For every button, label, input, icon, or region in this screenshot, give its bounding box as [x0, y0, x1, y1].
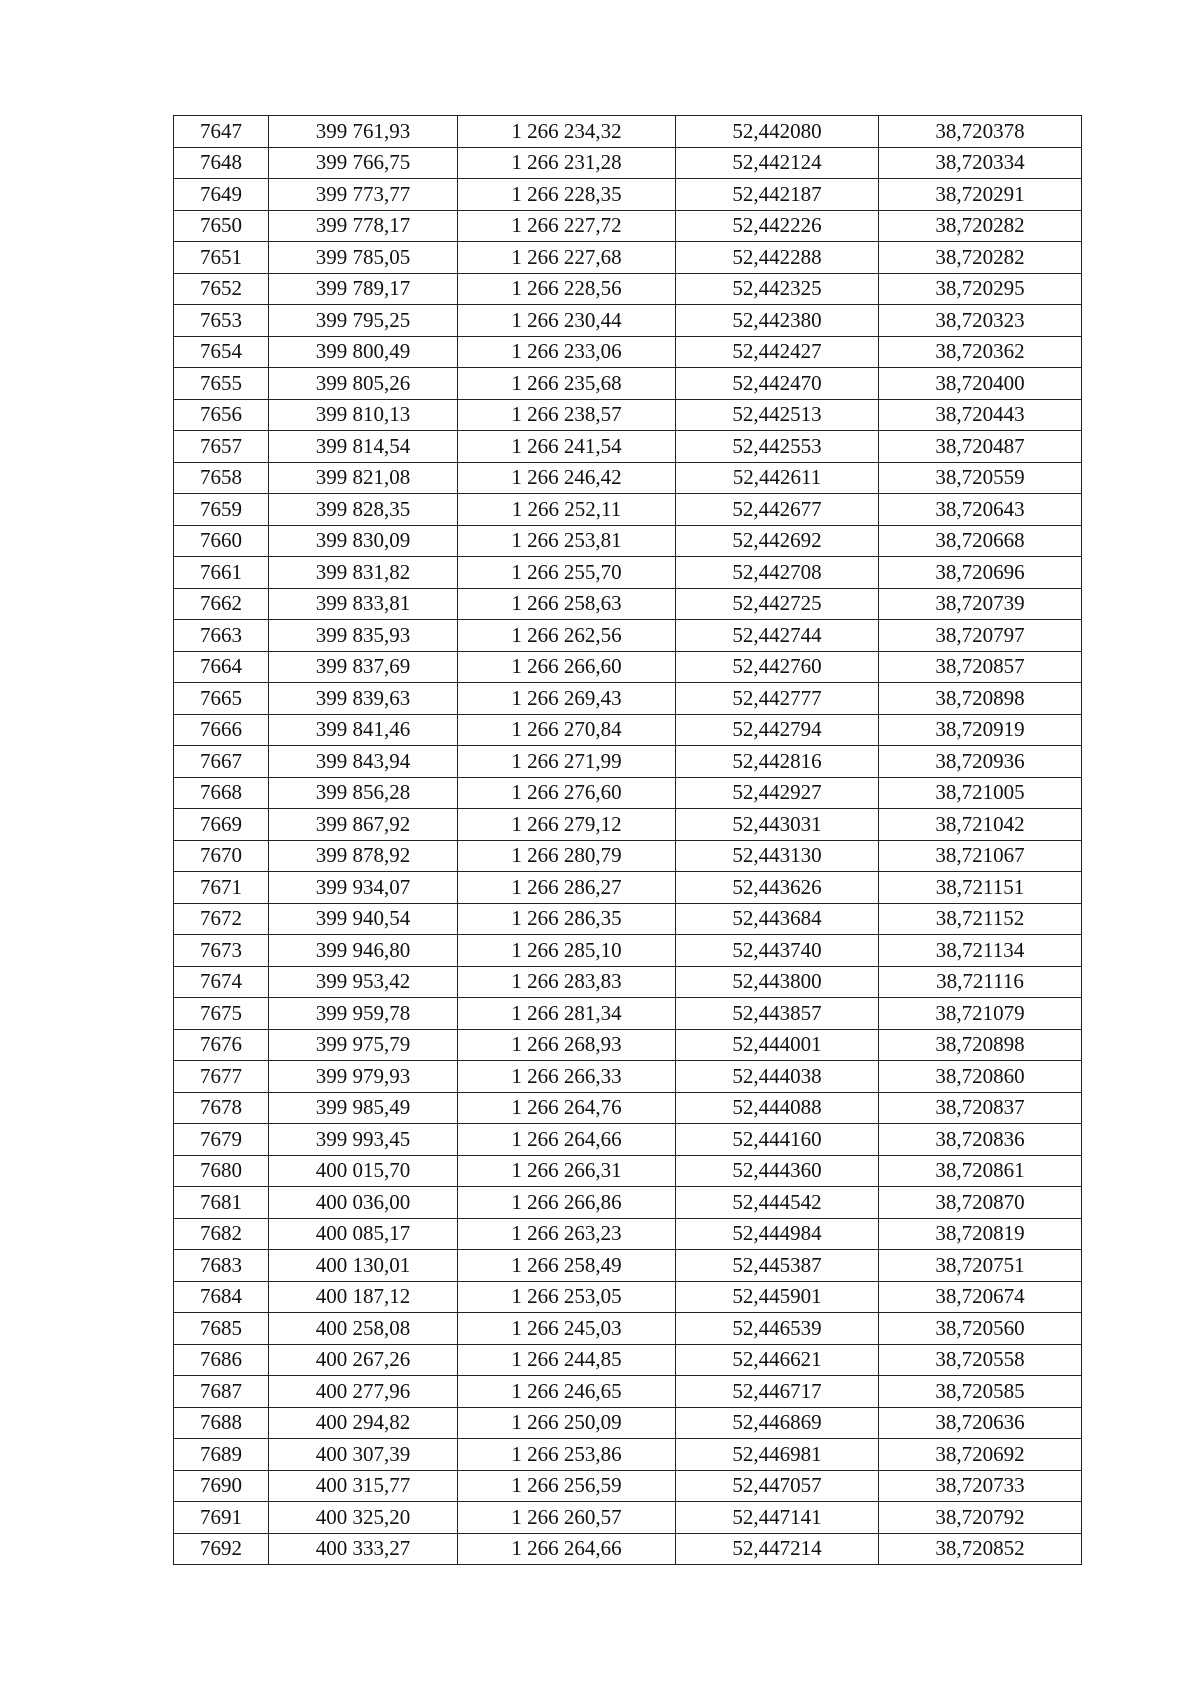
longitude-cell: 38,720936 [879, 746, 1082, 778]
x-coordinate-cell: 399 837,69 [269, 651, 458, 683]
y-coordinate-cell: 1 266 252,11 [458, 494, 676, 526]
y-coordinate-cell: 1 266 266,33 [458, 1061, 676, 1093]
x-coordinate-cell: 399 795,25 [269, 305, 458, 337]
latitude-cell: 52,442744 [676, 620, 879, 652]
point-number-cell: 7663 [174, 620, 269, 652]
longitude-cell: 38,720282 [879, 210, 1082, 242]
table-row [174, 179, 1082, 211]
x-coordinate-cell: 400 294,82 [269, 1407, 458, 1439]
y-coordinate-cell: 1 266 233,06 [458, 336, 676, 368]
point-number-cell: 7681 [174, 1187, 269, 1219]
latitude-cell: 52,443031 [676, 809, 879, 841]
x-coordinate-cell: 399 828,35 [269, 494, 458, 526]
point-number-cell: 7652 [174, 273, 269, 305]
x-coordinate-cell: 399 831,82 [269, 557, 458, 589]
table-row [174, 1061, 1082, 1093]
point-number-cell: 7685 [174, 1313, 269, 1345]
point-number-cell: 7676 [174, 1029, 269, 1061]
point-number-cell: 7665 [174, 683, 269, 715]
table-row [174, 998, 1082, 1030]
point-number-cell: 7692 [174, 1533, 269, 1565]
point-number-cell: 7661 [174, 557, 269, 589]
y-coordinate-cell: 1 266 253,86 [458, 1439, 676, 1471]
point-number-cell: 7657 [174, 431, 269, 463]
latitude-cell: 52,446869 [676, 1407, 879, 1439]
point-number-cell: 7662 [174, 588, 269, 620]
x-coordinate-cell: 400 315,77 [269, 1470, 458, 1502]
longitude-cell: 38,720378 [879, 116, 1082, 148]
longitude-cell: 38,721116 [879, 966, 1082, 998]
x-coordinate-cell: 399 940,54 [269, 903, 458, 935]
latitude-cell: 52,442187 [676, 179, 879, 211]
table-row [174, 462, 1082, 494]
x-coordinate-cell: 400 015,70 [269, 1155, 458, 1187]
longitude-cell: 38,721134 [879, 935, 1082, 967]
table-row [174, 494, 1082, 526]
y-coordinate-cell: 1 266 271,99 [458, 746, 676, 778]
point-number-cell: 7677 [174, 1061, 269, 1093]
table-row [174, 840, 1082, 872]
point-number-cell: 7668 [174, 777, 269, 809]
table-row [174, 1155, 1082, 1187]
x-coordinate-cell: 399 773,77 [269, 179, 458, 211]
latitude-cell: 52,445387 [676, 1250, 879, 1282]
x-coordinate-cell: 399 867,92 [269, 809, 458, 841]
longitude-cell: 38,720837 [879, 1092, 1082, 1124]
table-row [174, 1407, 1082, 1439]
x-coordinate-cell: 399 975,79 [269, 1029, 458, 1061]
y-coordinate-cell: 1 266 227,72 [458, 210, 676, 242]
point-number-cell: 7683 [174, 1250, 269, 1282]
point-number-cell: 7656 [174, 399, 269, 431]
longitude-cell: 38,720487 [879, 431, 1082, 463]
y-coordinate-cell: 1 266 281,34 [458, 998, 676, 1030]
latitude-cell: 52,446621 [676, 1344, 879, 1376]
longitude-cell: 38,720860 [879, 1061, 1082, 1093]
longitude-cell: 38,720733 [879, 1470, 1082, 1502]
x-coordinate-cell: 399 843,94 [269, 746, 458, 778]
y-coordinate-cell: 1 266 253,05 [458, 1281, 676, 1313]
longitude-cell: 38,720668 [879, 525, 1082, 557]
latitude-cell: 52,446717 [676, 1376, 879, 1408]
y-coordinate-cell: 1 266 286,27 [458, 872, 676, 904]
point-number-cell: 7651 [174, 242, 269, 274]
y-coordinate-cell: 1 266 279,12 [458, 809, 676, 841]
table-row [174, 809, 1082, 841]
longitude-cell: 38,720295 [879, 273, 1082, 305]
longitude-cell: 38,720692 [879, 1439, 1082, 1471]
y-coordinate-cell: 1 266 269,43 [458, 683, 676, 715]
point-number-cell: 7659 [174, 494, 269, 526]
latitude-cell: 52,444984 [676, 1218, 879, 1250]
x-coordinate-cell: 399 959,78 [269, 998, 458, 1030]
latitude-cell: 52,443684 [676, 903, 879, 935]
y-coordinate-cell: 1 266 286,35 [458, 903, 676, 935]
coordinates-table [173, 115, 1082, 1565]
y-coordinate-cell: 1 266 227,68 [458, 242, 676, 274]
x-coordinate-cell: 400 130,01 [269, 1250, 458, 1282]
longitude-cell: 38,721067 [879, 840, 1082, 872]
table-row [174, 1250, 1082, 1282]
latitude-cell: 52,442080 [676, 116, 879, 148]
x-coordinate-cell: 400 085,17 [269, 1218, 458, 1250]
longitude-cell: 38,720334 [879, 147, 1082, 179]
y-coordinate-cell: 1 266 246,42 [458, 462, 676, 494]
point-number-cell: 7672 [174, 903, 269, 935]
latitude-cell: 52,443857 [676, 998, 879, 1030]
latitude-cell: 52,442927 [676, 777, 879, 809]
table-row [174, 1281, 1082, 1313]
x-coordinate-cell: 400 325,20 [269, 1502, 458, 1534]
longitude-cell: 38,720751 [879, 1250, 1082, 1282]
table-row [174, 1533, 1082, 1565]
x-coordinate-cell: 399 835,93 [269, 620, 458, 652]
latitude-cell: 52,442325 [676, 273, 879, 305]
point-number-cell: 7686 [174, 1344, 269, 1376]
y-coordinate-cell: 1 266 258,63 [458, 588, 676, 620]
latitude-cell: 52,446981 [676, 1439, 879, 1471]
x-coordinate-cell: 400 307,39 [269, 1439, 458, 1471]
y-coordinate-cell: 1 266 244,85 [458, 1344, 676, 1376]
point-number-cell: 7660 [174, 525, 269, 557]
table-row [174, 1470, 1082, 1502]
longitude-cell: 38,720836 [879, 1124, 1082, 1156]
y-coordinate-cell: 1 266 266,31 [458, 1155, 676, 1187]
longitude-cell: 38,720400 [879, 368, 1082, 400]
latitude-cell: 52,442553 [676, 431, 879, 463]
x-coordinate-cell: 399 766,75 [269, 147, 458, 179]
latitude-cell: 52,442760 [676, 651, 879, 683]
table-row [174, 557, 1082, 589]
longitude-cell: 38,720323 [879, 305, 1082, 337]
table-row [174, 903, 1082, 935]
x-coordinate-cell: 399 778,17 [269, 210, 458, 242]
table-row [174, 651, 1082, 683]
latitude-cell: 52,447214 [676, 1533, 879, 1565]
table-row [174, 1439, 1082, 1471]
x-coordinate-cell: 399 979,93 [269, 1061, 458, 1093]
y-coordinate-cell: 1 266 262,56 [458, 620, 676, 652]
point-number-cell: 7669 [174, 809, 269, 841]
point-number-cell: 7664 [174, 651, 269, 683]
y-coordinate-cell: 1 266 246,65 [458, 1376, 676, 1408]
table-row [174, 966, 1082, 998]
table-row [174, 147, 1082, 179]
latitude-cell: 52,447057 [676, 1470, 879, 1502]
point-number-cell: 7658 [174, 462, 269, 494]
longitude-cell: 38,720282 [879, 242, 1082, 274]
longitude-cell: 38,720739 [879, 588, 1082, 620]
longitude-cell: 38,720898 [879, 683, 1082, 715]
point-number-cell: 7689 [174, 1439, 269, 1471]
longitude-cell: 38,720362 [879, 336, 1082, 368]
point-number-cell: 7680 [174, 1155, 269, 1187]
latitude-cell: 52,443800 [676, 966, 879, 998]
table-row [174, 242, 1082, 274]
latitude-cell: 52,444360 [676, 1155, 879, 1187]
latitude-cell: 52,442513 [676, 399, 879, 431]
y-coordinate-cell: 1 266 245,03 [458, 1313, 676, 1345]
table-row [174, 872, 1082, 904]
table-row [174, 746, 1082, 778]
point-number-cell: 7666 [174, 714, 269, 746]
latitude-cell: 52,444088 [676, 1092, 879, 1124]
x-coordinate-cell: 399 953,42 [269, 966, 458, 998]
x-coordinate-cell: 400 333,27 [269, 1533, 458, 1565]
y-coordinate-cell: 1 266 276,60 [458, 777, 676, 809]
latitude-cell: 52,442226 [676, 210, 879, 242]
longitude-cell: 38,720291 [879, 179, 1082, 211]
x-coordinate-cell: 399 839,63 [269, 683, 458, 715]
table-row [174, 1502, 1082, 1534]
y-coordinate-cell: 1 266 253,81 [458, 525, 676, 557]
x-coordinate-cell: 400 036,00 [269, 1187, 458, 1219]
y-coordinate-cell: 1 266 268,93 [458, 1029, 676, 1061]
longitude-cell: 38,720861 [879, 1155, 1082, 1187]
x-coordinate-cell: 399 800,49 [269, 336, 458, 368]
y-coordinate-cell: 1 266 264,66 [458, 1533, 676, 1565]
longitude-cell: 38,720919 [879, 714, 1082, 746]
latitude-cell: 52,443130 [676, 840, 879, 872]
y-coordinate-cell: 1 266 266,86 [458, 1187, 676, 1219]
y-coordinate-cell: 1 266 263,23 [458, 1218, 676, 1250]
table-row [174, 305, 1082, 337]
x-coordinate-cell: 399 810,13 [269, 399, 458, 431]
table-row [174, 116, 1082, 148]
y-coordinate-cell: 1 266 235,68 [458, 368, 676, 400]
table-row [174, 1376, 1082, 1408]
longitude-cell: 38,720857 [879, 651, 1082, 683]
point-number-cell: 7682 [174, 1218, 269, 1250]
y-coordinate-cell: 1 266 266,60 [458, 651, 676, 683]
longitude-cell: 38,720792 [879, 1502, 1082, 1534]
longitude-cell: 38,720898 [879, 1029, 1082, 1061]
latitude-cell: 52,442380 [676, 305, 879, 337]
x-coordinate-cell: 400 277,96 [269, 1376, 458, 1408]
y-coordinate-cell: 1 266 260,57 [458, 1502, 676, 1534]
latitude-cell: 52,442288 [676, 242, 879, 274]
x-coordinate-cell: 399 789,17 [269, 273, 458, 305]
point-number-cell: 7678 [174, 1092, 269, 1124]
longitude-cell: 38,720696 [879, 557, 1082, 589]
y-coordinate-cell: 1 266 256,59 [458, 1470, 676, 1502]
x-coordinate-cell: 400 267,26 [269, 1344, 458, 1376]
longitude-cell: 38,720559 [879, 462, 1082, 494]
point-number-cell: 7655 [174, 368, 269, 400]
latitude-cell: 52,446539 [676, 1313, 879, 1345]
longitude-cell: 38,720852 [879, 1533, 1082, 1565]
y-coordinate-cell: 1 266 230,44 [458, 305, 676, 337]
latitude-cell: 52,442794 [676, 714, 879, 746]
x-coordinate-cell: 400 187,12 [269, 1281, 458, 1313]
table-row [174, 1218, 1082, 1250]
point-number-cell: 7648 [174, 147, 269, 179]
table-row [174, 368, 1082, 400]
y-coordinate-cell: 1 266 255,70 [458, 557, 676, 589]
y-coordinate-cell: 1 266 241,54 [458, 431, 676, 463]
x-coordinate-cell: 399 761,93 [269, 116, 458, 148]
latitude-cell: 52,443740 [676, 935, 879, 967]
table-row [174, 399, 1082, 431]
longitude-cell: 38,720643 [879, 494, 1082, 526]
longitude-cell: 38,720558 [879, 1344, 1082, 1376]
x-coordinate-cell: 399 934,07 [269, 872, 458, 904]
table-row [174, 1092, 1082, 1124]
latitude-cell: 52,445901 [676, 1281, 879, 1313]
point-number-cell: 7687 [174, 1376, 269, 1408]
latitude-cell: 52,442611 [676, 462, 879, 494]
point-number-cell: 7654 [174, 336, 269, 368]
latitude-cell: 52,442692 [676, 525, 879, 557]
table-row [174, 620, 1082, 652]
x-coordinate-cell: 399 856,28 [269, 777, 458, 809]
table-row [174, 1124, 1082, 1156]
y-coordinate-cell: 1 266 264,66 [458, 1124, 676, 1156]
table-row [174, 714, 1082, 746]
x-coordinate-cell: 399 946,80 [269, 935, 458, 967]
point-number-cell: 7649 [174, 179, 269, 211]
point-number-cell: 7653 [174, 305, 269, 337]
table-row [174, 1344, 1082, 1376]
latitude-cell: 52,442777 [676, 683, 879, 715]
longitude-cell: 38,720870 [879, 1187, 1082, 1219]
y-coordinate-cell: 1 266 228,56 [458, 273, 676, 305]
table-row [174, 777, 1082, 809]
longitude-cell: 38,720636 [879, 1407, 1082, 1439]
latitude-cell: 52,444160 [676, 1124, 879, 1156]
point-number-cell: 7670 [174, 840, 269, 872]
table-row [174, 273, 1082, 305]
point-number-cell: 7691 [174, 1502, 269, 1534]
point-number-cell: 7673 [174, 935, 269, 967]
x-coordinate-cell: 399 993,45 [269, 1124, 458, 1156]
table-row [174, 935, 1082, 967]
x-coordinate-cell: 399 878,92 [269, 840, 458, 872]
latitude-cell: 52,443626 [676, 872, 879, 904]
point-number-cell: 7675 [174, 998, 269, 1030]
table-row [174, 1313, 1082, 1345]
latitude-cell: 52,442427 [676, 336, 879, 368]
x-coordinate-cell: 399 830,09 [269, 525, 458, 557]
y-coordinate-cell: 1 266 285,10 [458, 935, 676, 967]
x-coordinate-cell: 400 258,08 [269, 1313, 458, 1345]
y-coordinate-cell: 1 266 228,35 [458, 179, 676, 211]
point-number-cell: 7647 [174, 116, 269, 148]
point-number-cell: 7667 [174, 746, 269, 778]
longitude-cell: 38,720674 [879, 1281, 1082, 1313]
longitude-cell: 38,720585 [879, 1376, 1082, 1408]
y-coordinate-cell: 1 266 283,83 [458, 966, 676, 998]
table-row [174, 525, 1082, 557]
latitude-cell: 52,444542 [676, 1187, 879, 1219]
point-number-cell: 7671 [174, 872, 269, 904]
table-row [174, 336, 1082, 368]
y-coordinate-cell: 1 266 264,76 [458, 1092, 676, 1124]
latitude-cell: 52,444001 [676, 1029, 879, 1061]
y-coordinate-cell: 1 266 238,57 [458, 399, 676, 431]
y-coordinate-cell: 1 266 258,49 [458, 1250, 676, 1282]
x-coordinate-cell: 399 814,54 [269, 431, 458, 463]
x-coordinate-cell: 399 821,08 [269, 462, 458, 494]
point-number-cell: 7674 [174, 966, 269, 998]
latitude-cell: 52,442124 [676, 147, 879, 179]
point-number-cell: 7650 [174, 210, 269, 242]
table-row [174, 1187, 1082, 1219]
longitude-cell: 38,720560 [879, 1313, 1082, 1345]
table-row [174, 431, 1082, 463]
y-coordinate-cell: 1 266 280,79 [458, 840, 676, 872]
latitude-cell: 52,447141 [676, 1502, 879, 1534]
longitude-cell: 38,721005 [879, 777, 1082, 809]
table-row [174, 210, 1082, 242]
latitude-cell: 52,442677 [676, 494, 879, 526]
x-coordinate-cell: 399 833,81 [269, 588, 458, 620]
x-coordinate-cell: 399 841,46 [269, 714, 458, 746]
latitude-cell: 52,442725 [676, 588, 879, 620]
latitude-cell: 52,444038 [676, 1061, 879, 1093]
y-coordinate-cell: 1 266 250,09 [458, 1407, 676, 1439]
longitude-cell: 38,721151 [879, 872, 1082, 904]
coordinates-table-body [174, 116, 1082, 1565]
longitude-cell: 38,720819 [879, 1218, 1082, 1250]
y-coordinate-cell: 1 266 234,32 [458, 116, 676, 148]
longitude-cell: 38,721079 [879, 998, 1082, 1030]
point-number-cell: 7688 [174, 1407, 269, 1439]
table-row [174, 1029, 1082, 1061]
x-coordinate-cell: 399 805,26 [269, 368, 458, 400]
longitude-cell: 38,721152 [879, 903, 1082, 935]
y-coordinate-cell: 1 266 231,28 [458, 147, 676, 179]
latitude-cell: 52,442708 [676, 557, 879, 589]
x-coordinate-cell: 399 785,05 [269, 242, 458, 274]
point-number-cell: 7679 [174, 1124, 269, 1156]
table-row [174, 683, 1082, 715]
x-coordinate-cell: 399 985,49 [269, 1092, 458, 1124]
latitude-cell: 52,442816 [676, 746, 879, 778]
point-number-cell: 7684 [174, 1281, 269, 1313]
longitude-cell: 38,720443 [879, 399, 1082, 431]
table-row [174, 588, 1082, 620]
longitude-cell: 38,721042 [879, 809, 1082, 841]
latitude-cell: 52,442470 [676, 368, 879, 400]
longitude-cell: 38,720797 [879, 620, 1082, 652]
y-coordinate-cell: 1 266 270,84 [458, 714, 676, 746]
point-number-cell: 7690 [174, 1470, 269, 1502]
